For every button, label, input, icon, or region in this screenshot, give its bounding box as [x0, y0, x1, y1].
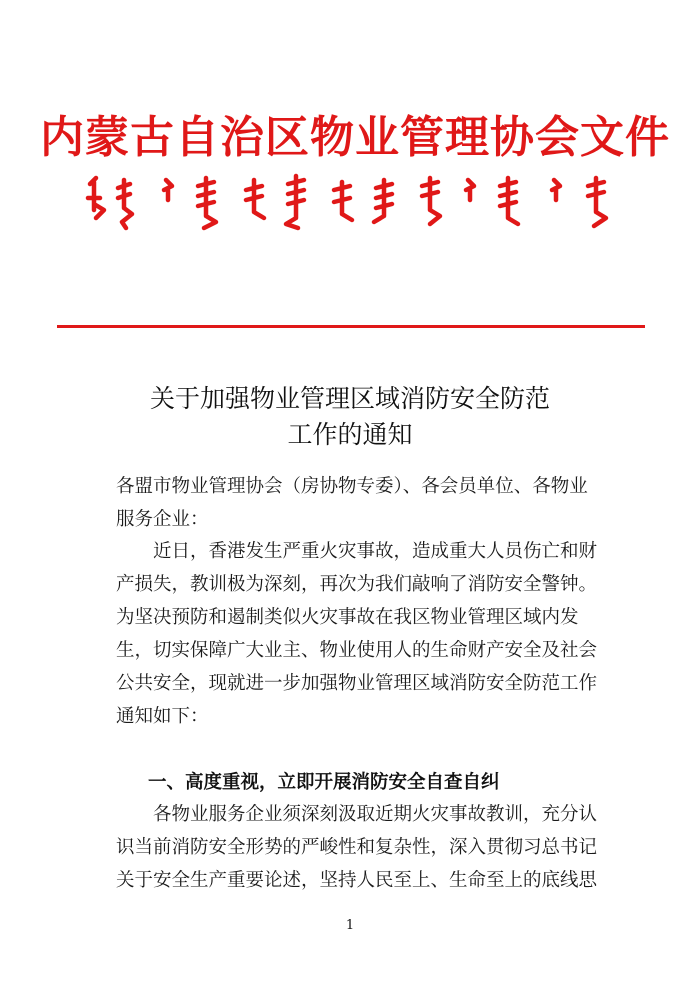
- organization-header-title: 内蒙古自治区物业管理协会文件: [40, 112, 670, 163]
- paragraph-line: 近日，香港发生严重火灾事故，造成重大人员伤亡和财: [153, 541, 598, 562]
- salutation-line-1: 各盟市物业管理协会（房协物专委）、各会员单位、各物业: [116, 476, 588, 497]
- salutation: [116, 470, 596, 536]
- section-1-paragraph: [116, 798, 596, 897]
- salutation-line-2: 服务企业：: [116, 509, 209, 530]
- document-title-line-1: 关于加强物业管理区域消防安全防范: [149, 384, 550, 413]
- paragraph-line: 各物业服务企业须深刻汲取近期火灾事故教训，充分认: [153, 804, 598, 825]
- paragraph-line: 产损失，教训极为深刻，再次为我们敲响了消防安全警钟。: [116, 574, 598, 595]
- paragraph-line: 通知如下：: [116, 706, 209, 727]
- page-number: 1: [345, 918, 355, 933]
- paragraph-line: 公共安全，现就进一步加强物业管理区域消防安全防范工作: [116, 673, 598, 694]
- document-title: [60, 381, 640, 453]
- paragraph-line: 生，切实保障广大业主、物业使用人的生命财产安全及社会: [116, 640, 598, 661]
- header-red-divider: [57, 325, 645, 328]
- mongolian-script-graphic: [84, 170, 614, 232]
- section-heading-1: 一、高度重视，立即开展消防安全自查自纠: [148, 772, 500, 793]
- paragraph-intro: [116, 535, 596, 733]
- paragraph-line: 识当前消防安全形势的严峻性和复杂性，深入贯彻习总书记: [116, 837, 598, 858]
- document-title-line-2: 工作的通知: [287, 420, 413, 449]
- mongolian-header-script: [84, 170, 614, 232]
- paragraph-line: 为坚决预防和遏制类似火灾事故在我区物业管理区域内发: [116, 607, 579, 628]
- paragraph-line: 关于安全生产重要论述，坚持人民至上、生命至上的底线思: [116, 870, 598, 891]
